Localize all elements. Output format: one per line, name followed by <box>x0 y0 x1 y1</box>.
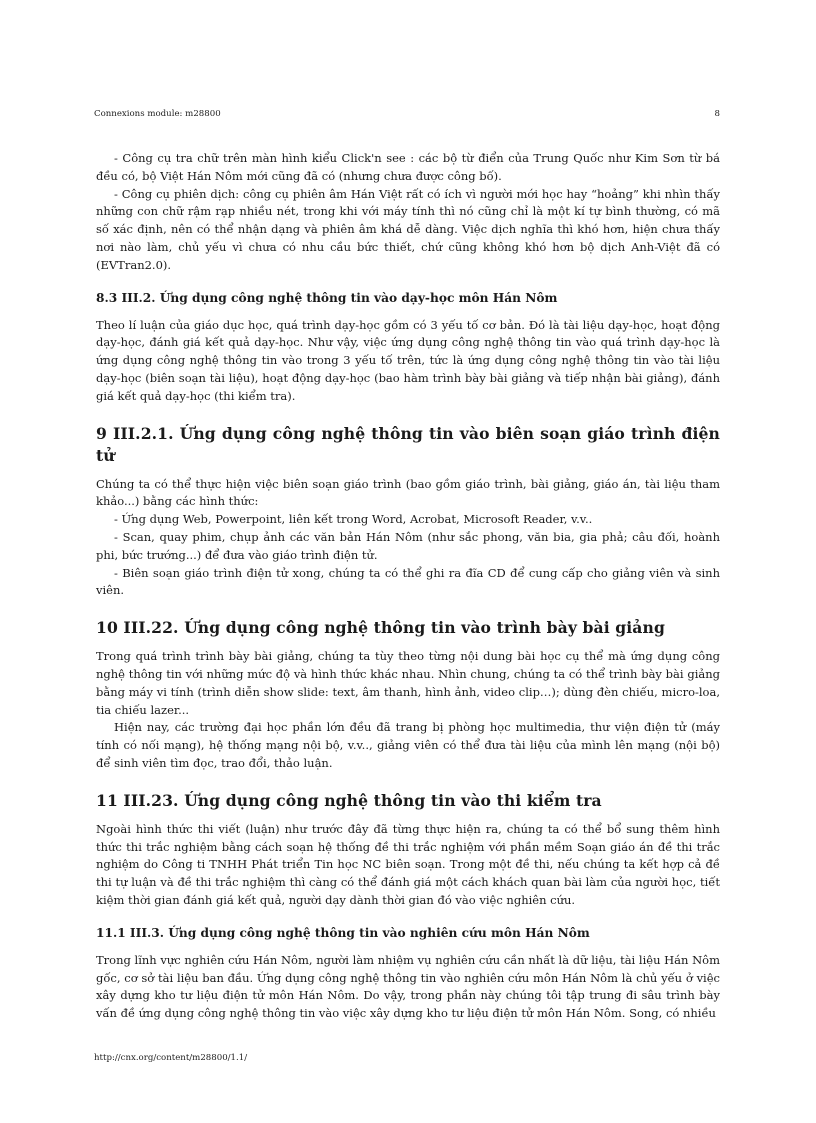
module-label: Connexions module: m28800 <box>94 109 221 119</box>
section-heading-11-1: 11.1 III.3. Ứng dụng công nghệ thông tin vào nghiên cứu môn Hán Nôm <box>96 925 590 940</box>
body-paragraph: Hiện nay, các trường đại học phần lớn đều đã trang bị phòng học multimedia, thư viện điện tử (máy tính có nối mạng), hệ thống mạng nội bộ, v.v.., giảng viên có thể đưa tài liệu của mình lên mạng (nội bộ) để sinh viên tìm đọc, trao đổi, thảo luận. <box>96 720 720 770</box>
section-heading-10: 10 III.22. Ứng dụng công nghệ thông tin vào trình bày bài giảng <box>96 618 665 638</box>
section-heading-11: 11 III.23. Ứng dụng công nghệ thông tin vào thi kiểm tra <box>96 790 602 810</box>
body-paragraph: Trong quá trình trình bày bài giảng, chúng ta tùy theo từng nội dung bài học cụ thể mà ứng dụng công nghệ thông tin với những mức độ và hình thức khác nhau. Nhìn chung, chúng ta có thể trình bày bài giảng bằng máy vi tính (trình diễn show slide: text, âm thanh, hình ảnh, video clip…); dùng đèn chiếu, micro-loa, tia chiếu lazer... <box>96 649 720 717</box>
body-paragraph: Theo lí luận của giáo dục học, quá trình dạy-học gồm có 3 yếu tố cơ bản. Đó là tài liệu dạy-học, hoạt động dạy-học, đánh giá kết quả dạy-học. Như vậy, việc ứng dụng công nghệ thông tin vào quá trình dạy-học là ứng dụng công nghệ thông tin vào trong 3 yếu tố trên, tức là ứng dụng công nghệ thông tin vào tài liệu dạy-học (biên soạn tài liệu), hoạt động dạy-học (bao hàm trình bày bài giảng và tiếp nhận bài giảng), đánh giá kết quả dạy-học (thi kiểm tra). <box>96 317 720 403</box>
page-number: 8 <box>714 109 720 119</box>
body-paragraph: Chúng ta có thể thực hiện việc biên soạn giáo trình (bao gồm giáo trình, bài giảng, giáo án, tài liệu tham khảo...) bằng các hình thức: <box>96 476 720 509</box>
page-header <box>94 109 720 119</box>
list-item: - Scan, quay phim, chụp ảnh các văn bản Hán Nôm (như sắc phong, văn bia, gia phả; câu đối, hoành phi, bức trướng...) để đưa vào giáo trình điện tử. <box>96 529 720 562</box>
section-heading-8-3: 8.3 III.2. Ứng dụng công nghệ thông tin vào dạy-học môn Hán Nôm <box>96 290 558 305</box>
page-content <box>96 150 720 1023</box>
list-item: - Biên soạn giáo trình điện tử xong, chúng ta có thể ghi ra đĩa CD để cung cấp cho giảng viên và sinh viên. <box>96 565 720 598</box>
intro-paragraph: - Công cụ tra chữ trên màn hình kiểu Click'n see : các bộ từ điển của Trung Quốc như Kim Sơn từ bá đều có, bộ Việt Hán Nôm mới cũng đã có (nhưng chưa được công bố). <box>96 151 720 183</box>
body-paragraph: Ngoài hình thức thi viết (luận) như trước đây đã từng thực hiện ra, chúng ta có thể bổ sung thêm hình thức thi trắc nghiệm bằng cách soạn hệ thống đề thi trắc nghiệm với phần mềm Soạn giáo án đề thi trắc nghiệm do Công ti TNHH Phát triển Tin học NC biên soạn. Trong một đề thi, nếu chúng ta kết hợp cả đề thi tự luận và đề thi trắc nghiệm thì càng có thể đánh giá một cách khách quan bài làm của người học, tiết kiệm thời gian đánh giá kết quả, người dạy dành thời gian đó vào việc nghiên cứu. <box>96 821 720 907</box>
intro-paragraph: - Công cụ phiên dịch: công cụ phiên âm Hán Việt rất có ích vì người mới học hay “hoảng” khi nhìn thấy những con chữ rậm rạp nhiều nét, trong khi với máy tính thì nó cũng chỉ là một kí tự bình thường, có mã số xác định, nên có thể nhận dạng và phiên âm khá dễ dàng. Việc dịch nghĩa thì khó hơn, hiện chưa thấy nơi nào làm, chủ yếu vì chưa có nhu cầu bức thiết, chứ cũng không khó hơn bộ dịch Anh-Việt đã có (EVTran2.0). <box>96 186 720 272</box>
footer-url[interactable]: http://cnx.org/content/m28800/1.1/ <box>94 1053 248 1063</box>
list-item: - Ứng dụng Web, Powerpoint, liên kết trong Word, Acrobat, Microsoft Reader, v.v.. <box>114 512 593 527</box>
section-heading-9: 9 III.2.1. Ứng dụng công nghệ thông tin vào biên soạn giáo trình điện tử <box>96 423 720 465</box>
body-paragraph: Trong lĩnh vực nghiên cứu Hán Nôm, người làm nhiệm vụ nghiên cứu cần nhất là dữ liệu, tài liệu Hán Nôm gốc, cơ sở tài liệu ban đầu. Ứng dụng công nghệ thông tin vào nghiên cứu môn Hán Nôm là chủ yếu ở việc xây dựng kho tư liệu điện tử môn Hán Nôm. Do vậy, trong phần này chúng tôi tập trung đi sâu trình bày vấn đề ứng dụng công nghệ thông tin vào việc xây dựng kho tư liệu điện tử môn Hán Nôm. Song, có nhiều <box>96 952 720 1021</box>
